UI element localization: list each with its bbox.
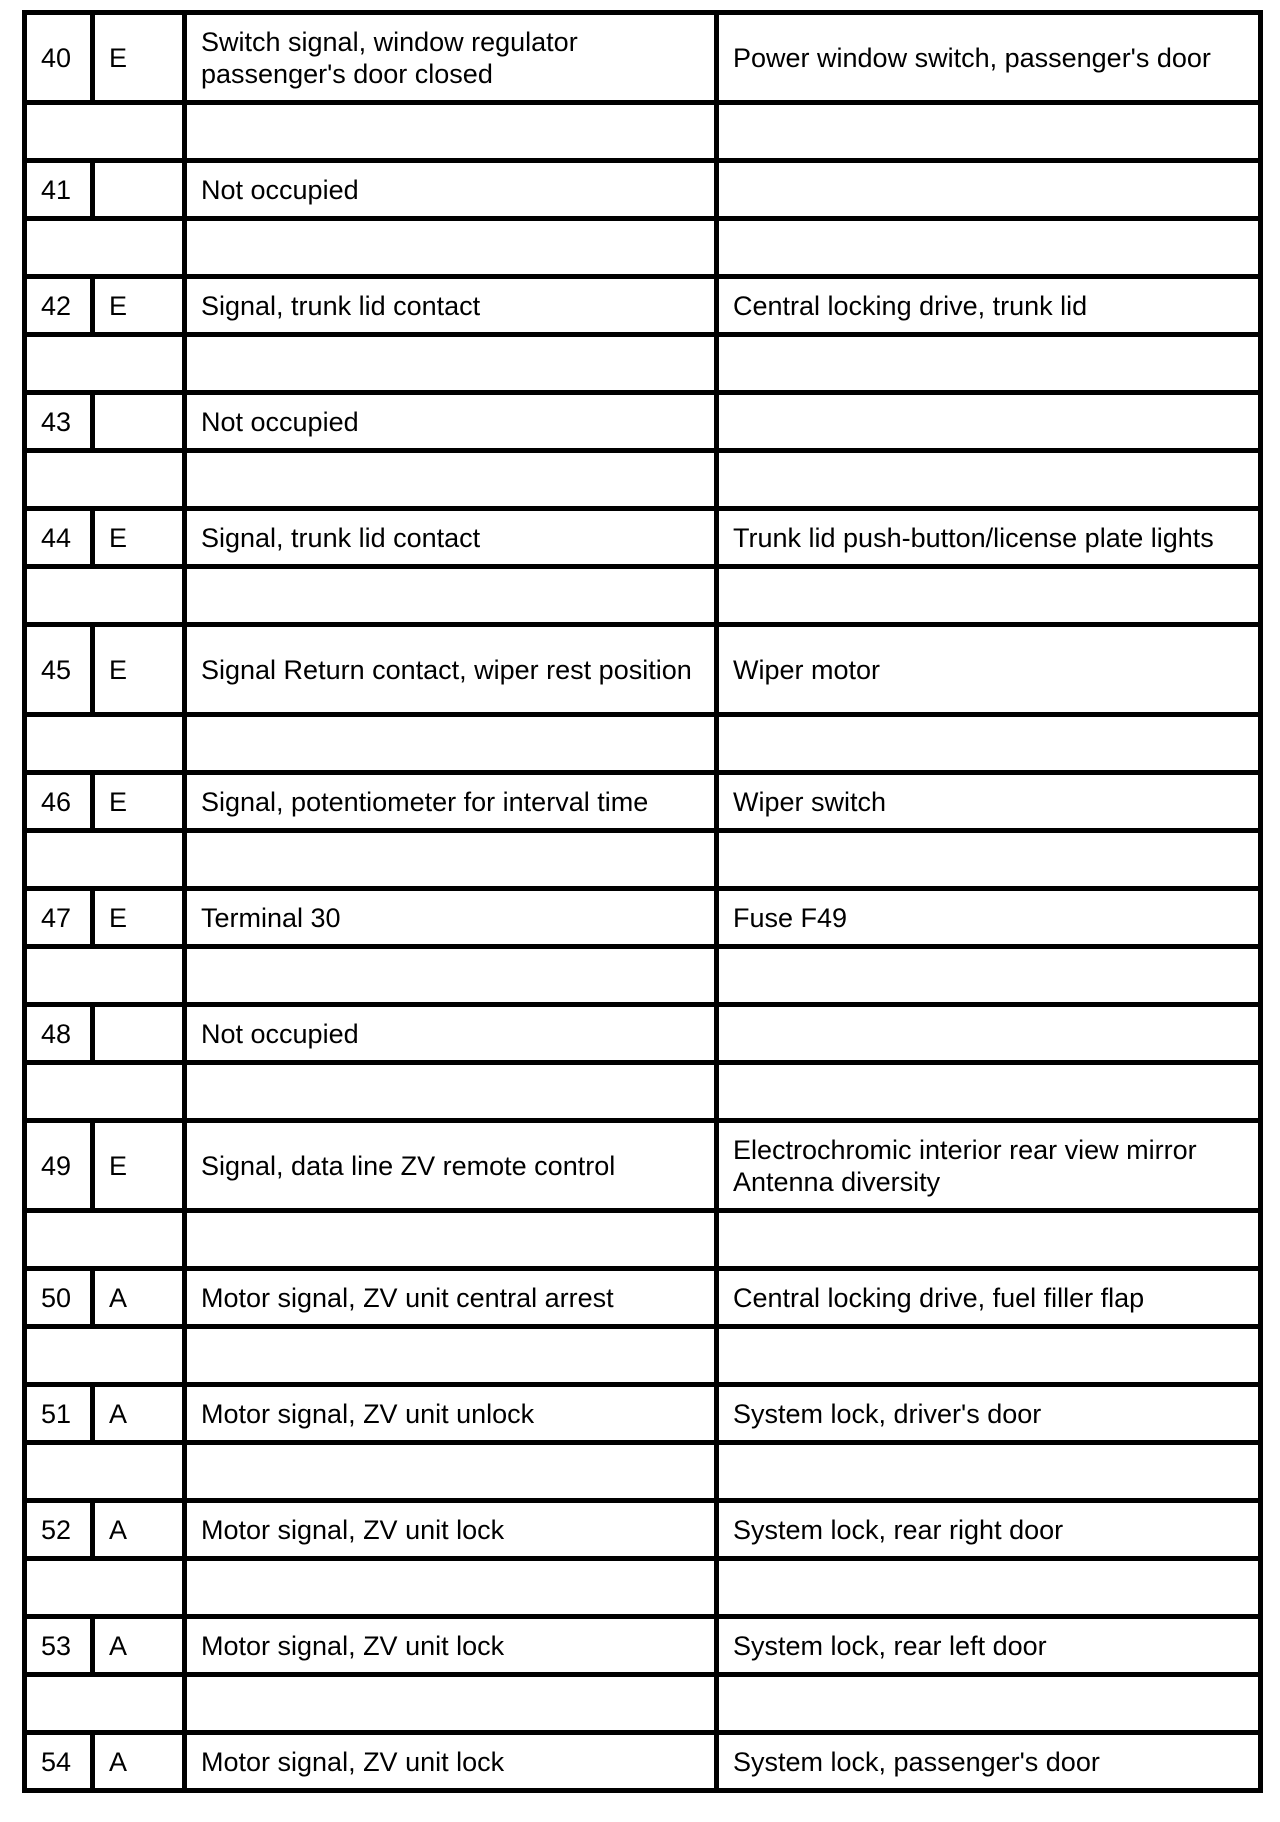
signal-description: Signal, potentiometer for interval time [185,773,717,831]
spacer-cell [25,567,185,625]
spacer-row [25,103,1261,161]
spacer-cell [717,1211,1261,1269]
spacer-cell [25,219,185,277]
spacer-row [25,715,1261,773]
spacer-cell [185,567,717,625]
connected-component: Central locking drive, fuel filler flap [717,1269,1261,1327]
spacer-cell [25,103,185,161]
spacer-cell [25,1443,185,1501]
spacer-cell [185,451,717,509]
spacer-row [25,567,1261,625]
pin-number: 48 [25,1005,93,1063]
table-row [25,13,1261,103]
pin-number: 53 [25,1617,93,1675]
spacer-cell [717,567,1261,625]
spacer-cell [25,335,185,393]
spacer-row [25,947,1261,1005]
connected-component: Central locking drive, trunk lid [717,277,1261,335]
spacer-cell [25,1063,185,1121]
pin-number: 45 [25,625,93,715]
signal-description: Motor signal, ZV unit unlock [185,1385,717,1443]
signal-description: Not occupied [185,161,717,219]
spacer-cell [185,335,717,393]
signal-description: Motor signal, ZV unit lock [185,1501,717,1559]
connected-component: Power window switch, passenger's door [717,13,1261,103]
connected-component: Wiper motor [717,625,1261,715]
pin-number: 51 [25,1385,93,1443]
signal-description: Not occupied [185,1005,717,1063]
spacer-cell [185,1443,717,1501]
pin-number: 54 [25,1733,93,1791]
spacer-cell [717,103,1261,161]
spacer-cell [185,1327,717,1385]
spacer-row [25,219,1261,277]
spacer-row [25,451,1261,509]
signal-direction: A [93,1269,185,1327]
spacer-cell [717,1443,1261,1501]
table-row [25,161,1261,219]
spacer-row [25,335,1261,393]
spacer-row [25,1063,1261,1121]
pin-number: 40 [25,13,93,103]
pin-number: 46 [25,773,93,831]
pin-table-body [25,13,1261,1791]
signal-direction: E [93,13,185,103]
spacer-cell [25,1675,185,1733]
pin-assignment-table [22,10,1263,1793]
spacer-row [25,1675,1261,1733]
table-row [25,1269,1261,1327]
spacer-cell [185,1063,717,1121]
spacer-row [25,1327,1261,1385]
connected-component: System lock, passenger's door [717,1733,1261,1791]
signal-direction: A [93,1733,185,1791]
table-row [25,277,1261,335]
spacer-cell [185,831,717,889]
signal-description: Motor signal, ZV unit lock [185,1617,717,1675]
spacer-cell [717,219,1261,277]
spacer-row [25,831,1261,889]
pin-number: 52 [25,1501,93,1559]
connected-component [717,393,1261,451]
connected-component: Fuse F49 [717,889,1261,947]
spacer-cell [717,831,1261,889]
signal-direction: E [93,509,185,567]
spacer-cell [185,1211,717,1269]
table-row [25,1617,1261,1675]
spacer-cell [25,451,185,509]
spacer-cell [25,831,185,889]
signal-direction: E [93,625,185,715]
table-row [25,1121,1261,1211]
table-row [25,1005,1261,1063]
connected-component: Wiper switch [717,773,1261,831]
pin-number: 42 [25,277,93,335]
signal-description: Motor signal, ZV unit central arrest [185,1269,717,1327]
signal-direction: E [93,277,185,335]
pin-number: 43 [25,393,93,451]
connected-component: System lock, driver's door [717,1385,1261,1443]
spacer-cell [185,219,717,277]
table-row [25,1501,1261,1559]
spacer-cell [25,947,185,1005]
spacer-row [25,1559,1261,1617]
signal-description: Signal, data line ZV remote control [185,1121,717,1211]
connected-component [717,1005,1261,1063]
spacer-cell [717,1675,1261,1733]
spacer-row [25,1443,1261,1501]
spacer-row [25,1211,1261,1269]
signal-direction [93,1005,185,1063]
signal-description: Switch signal, window regulator passenger's door closed [185,13,717,103]
spacer-cell [185,715,717,773]
signal-description: Terminal 30 [185,889,717,947]
signal-description: Motor signal, ZV unit lock [185,1733,717,1791]
pin-number: 44 [25,509,93,567]
pin-number: 47 [25,889,93,947]
spacer-cell [717,451,1261,509]
spacer-cell [25,715,185,773]
spacer-cell [717,1327,1261,1385]
spacer-cell [717,335,1261,393]
signal-direction: E [93,889,185,947]
signal-direction: A [93,1617,185,1675]
table-row [25,773,1261,831]
connected-component [717,161,1261,219]
spacer-cell [25,1559,185,1617]
table-row [25,625,1261,715]
spacer-cell [717,715,1261,773]
signal-description: Signal, trunk lid contact [185,277,717,335]
spacer-cell [717,1063,1261,1121]
spacer-cell [717,947,1261,1005]
connected-component: System lock, rear left door [717,1617,1261,1675]
pin-number: 49 [25,1121,93,1211]
signal-direction: E [93,773,185,831]
connected-component: System lock, rear right door [717,1501,1261,1559]
spacer-cell [25,1211,185,1269]
table-row [25,393,1261,451]
signal-direction [93,393,185,451]
connected-component: Electrochromic interior rear view mirror Antenna diversity [717,1121,1261,1211]
pin-number: 41 [25,161,93,219]
signal-direction: A [93,1501,185,1559]
table-row [25,1385,1261,1443]
signal-description: Not occupied [185,393,717,451]
spacer-cell [185,947,717,1005]
signal-description: Signal, trunk lid contact [185,509,717,567]
spacer-cell [185,1559,717,1617]
signal-description: Signal Return contact, wiper rest position [185,625,717,715]
spacer-cell [185,103,717,161]
signal-direction: A [93,1385,185,1443]
connected-component: Trunk lid push-button/license plate lights [717,509,1261,567]
spacer-cell [185,1675,717,1733]
signal-direction [93,161,185,219]
table-row [25,1733,1261,1791]
signal-direction: E [93,1121,185,1211]
pin-number: 50 [25,1269,93,1327]
table-row [25,889,1261,947]
spacer-cell [717,1559,1261,1617]
table-row [25,509,1261,567]
spacer-cell [25,1327,185,1385]
